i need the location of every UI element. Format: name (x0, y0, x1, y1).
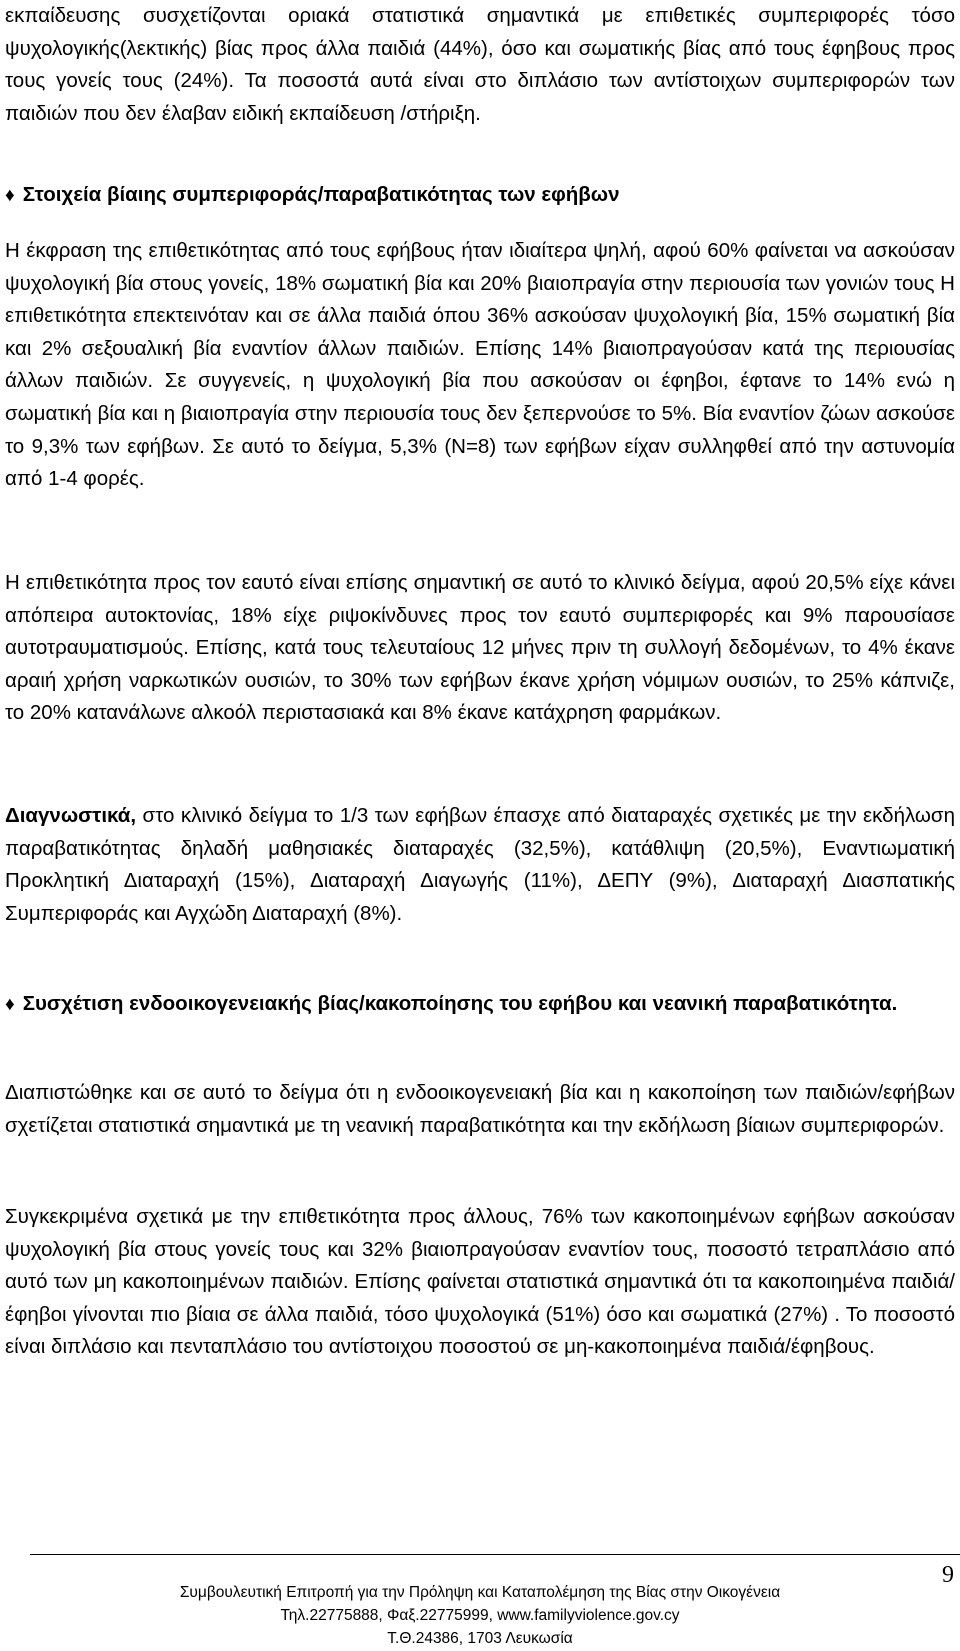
footer-organization: Συμβουλευτική Επιτροπή για την Πρόληψη και Καταπολέμηση της Βίας στην Οικογένεια (179, 1584, 781, 1601)
diagnostic-paragraph (5, 800, 955, 930)
diamond-bullet-icon: ♦ (5, 185, 15, 206)
footer-contact: Τηλ.22775888, Φαξ.22775999, www.familyviolence.gov.cy (280, 1607, 680, 1624)
diamond-bullet-icon: ♦ (5, 994, 15, 1015)
section-heading-violence-text: Στοιχεία βίαιης συμπεριφοράς/παραβατικότητας των εφήβων (22, 183, 620, 206)
violence-paragraph: Η έκφραση της επιθετικότητας από τους εφήβους ήταν ιδιαίτερα ψηλή, αφού 60% φαίνεται να ασκούσαν ψυχολογική βία στους γονείς, 18% σωματική βία και 20% βιαιοπραγία στην περιουσία των γονιών τους Η επιθετικότητα επεκτεινόταν και σε άλλα παιδιά όπου 36% ασκούσαν ψυχολογική βία, 15% σωματική βία και 2% σεξουαλική βία εναντίον άλλων παιδιών. Επίσης 14% βιαιοπραγούσαν κατά της περιουσίας άλλων παιδιών. Σε συγγενείς, η ψυχολογική βία που ασκούσαν οι έφηβοι, έφτανε το 14% ενώ η σωματική βία και η βιαιοπραγία στην περιουσία τους δεν ξεπερνούσε το 5%. Βία εναντίον ζώων ασκούσε το 9,3% των εφήβων. Σε αυτό το δείγμα, 5,3% (Ν=8) των εφήβων είχαν συλληφθεί από την αστυνομία από 1-4 φορές. (5, 239, 955, 491)
self-harm-paragraph: Η επιθετικότητα προς τον εαυτό είναι επίσης σημαντική σε αυτό το κλινικό δείγμα, αφού 20,5% είχε κάνει απόπειρα αυτοκτονίας, 18% είχε ριψοκίνδυνες προς τον εαυτό συμπεριφορές και 9% παρουσίασε αυτοτραυματισμούς. Επίσης, κατά τους τελευταίους 12 μήνες πριν τη συλλογή δεδομένων, το 4% έκανε αραιή χρήση ναρκωτικών ουσιών, το 30% των εφήβων έκανε χρήση νόμιμων ουσιών, το 25% κάπνιζε, το 20% κατανάλωνε αλκοόλ περιστασιακά και 8% έκανε κατάχρηση φαρμάκων. (5, 571, 955, 725)
section-heading-correlation (5, 988, 955, 1022)
section-heading-correlation-text: Συσχέτιση ενδοοικογενειακής βίας/κακοποίησης του εφήβου και νεανική παραβατικότητα. (22, 992, 898, 1015)
diagnostic-text: στο κλινικό δείγμα το 1/3 των εφήβων έπασχε από διαταραχές σχετικές με την εκδήλωση παραβατικότητας δηλαδή μαθησιακές διαταραχές (32,5%), κατάθλιψη (20,5%), Εναντιωματική Προκλητική Διαταραχή (15%), Διαταραχή Διαγωγής (11%), ΔΕΠΥ (9%), Διαταραχή Διασπατικής Συμπεριφοράς και Αγχώδη Διαταραχή (8%). (5, 804, 955, 925)
diagnostic-lead: Διαγνωστικά, (5, 804, 137, 827)
intro-paragraph: εκπαίδευσης συσχετίζονται οριακά στατιστικά σημαντικά με επιθετικές συμπεριφορές τόσο ψυχολογικής(λεκτικής) βίας προς άλλα παιδιά (44%), όσο και σωματικής βίας από τους έφηβους προς τους γονείς τους (24%). Τα ποσοστά αυτά είναι στο διπλάσιο των αντίστοιχων συμπεριφορών των παιδιών που δεν έλαβαν ειδική εκπαίδευση /στήριξη. (5, 4, 955, 125)
family-paragraph: Διαπιστώθηκε και σε αυτό το δείγμα ότι η ενδοοικογενειακή βία και η κακοποίηση των παιδιών/εφήβων σχετίζεται στατιστικά σημαντικά με τη νεανική παραβατικότητα και την εκδήλωση βίαιων συμπεριφορών. (5, 1081, 955, 1137)
footer-address: Τ.Θ.24386, 1703 Λευκωσία (387, 1630, 573, 1647)
page-number: 9 (942, 1562, 954, 1588)
footer (0, 1581, 960, 1650)
footer-divider (30, 1554, 960, 1555)
specific-paragraph: Συγκεκριμένα σχετικά με την επιθετικότητα προς άλλους, 76% των κακοποιημένων εφήβων ασκούσαν ψυχολογική βία στους γονείς τους και 32% βιαιοπραγούσαν εναντίον τους, ποσοστό τετραπλάσιο από αυτό των μη κακοποιημένων παιδιών. Επίσης φαίνεται στατιστικά σημαντικά ότι τα κακοποιημένα παιδιά/έφηβοι γίνονται πιο βίαια σε άλλα παιδιά, τόσο ψυχολογικά (51%) όσο και σωματικά (27%) . Το ποσοστό είναι διπλάσιο και πενταπλάσιο του αντίστοιχου ποσοστού σε μη-κακοποιημένα παιδιά/έφηβους. (5, 1205, 955, 1359)
section-heading-violence (5, 179, 955, 213)
